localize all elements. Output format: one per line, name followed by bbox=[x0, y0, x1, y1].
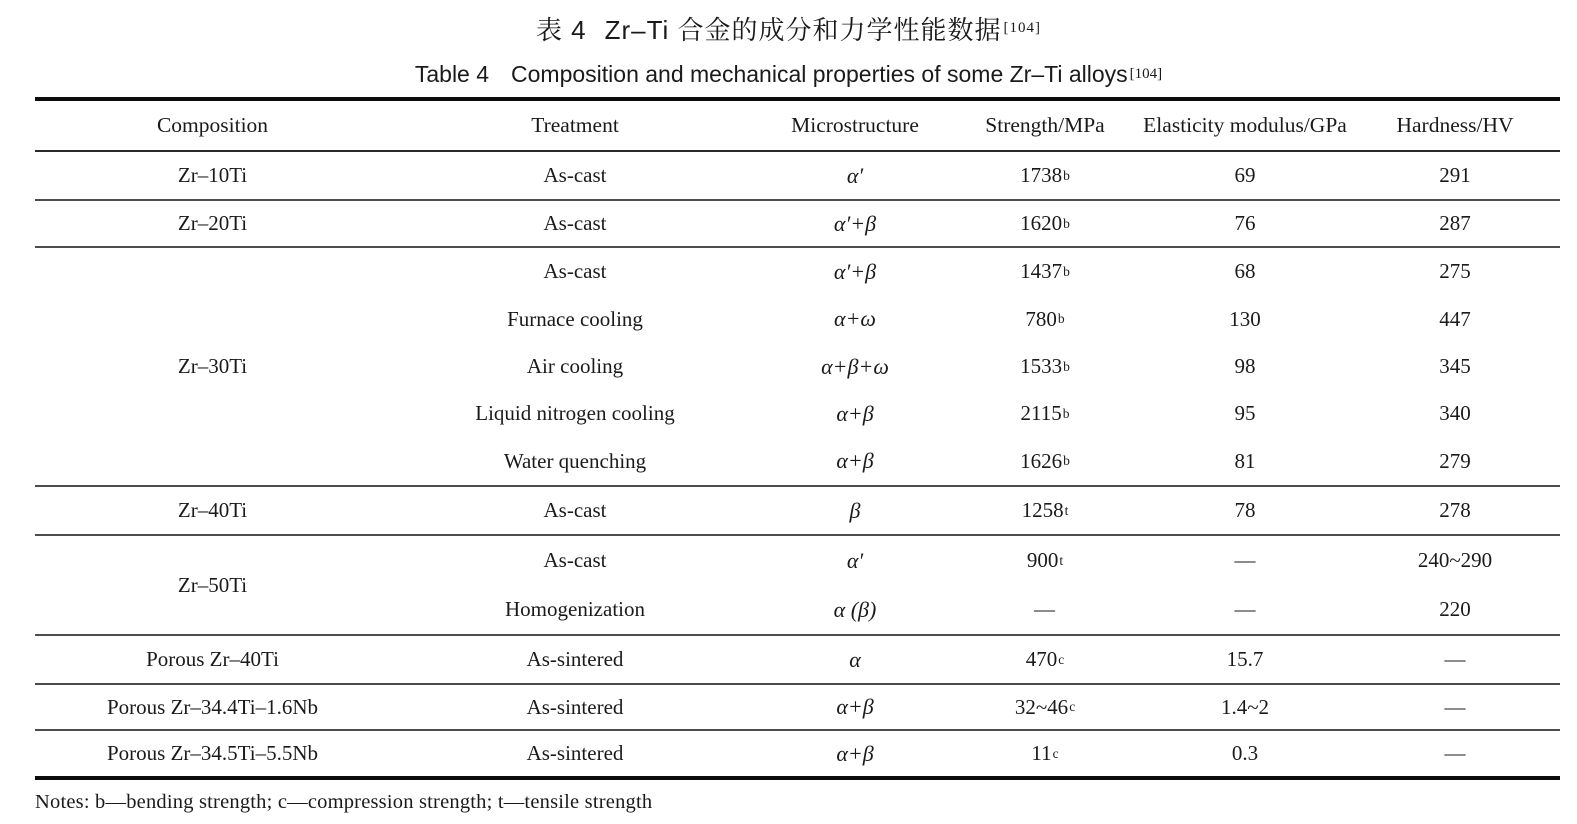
header-treatment: Treatment bbox=[531, 113, 619, 137]
strength-superscript: b bbox=[1063, 167, 1070, 183]
modulus-cell: 68 bbox=[1234, 259, 1256, 284]
hardness-cell: 278 bbox=[1439, 498, 1471, 522]
strength-superscript: b bbox=[1057, 311, 1065, 327]
strength-superscript: c bbox=[1069, 699, 1076, 714]
strength-cell: 1738 b bbox=[1020, 163, 1070, 187]
treatment-cell: As-cast bbox=[543, 548, 607, 572]
hardness-cell: 345 bbox=[1439, 354, 1471, 379]
modulus-cell: 69 bbox=[1234, 163, 1256, 187]
table-row bbox=[390, 201, 1560, 246]
strength-cell: 2115 b bbox=[1020, 401, 1070, 426]
microstructure-cell: α+β+ω bbox=[821, 353, 889, 379]
hardness-cell: — bbox=[1444, 694, 1466, 719]
strength-cell: 32~46 c bbox=[1014, 694, 1076, 719]
modulus-cell: 130 bbox=[1229, 306, 1261, 331]
strength-superscript: b bbox=[1063, 263, 1070, 279]
table-title-en bbox=[0, 52, 1577, 97]
treatment-cell: As-sintered bbox=[526, 647, 624, 671]
hardness-cell: — bbox=[1444, 741, 1466, 765]
microstructure-cell: α′+β bbox=[833, 210, 877, 236]
strength-superscript: c bbox=[1052, 745, 1059, 761]
modulus-cell: 0.3 bbox=[1231, 741, 1259, 765]
table-title-zh bbox=[0, 5, 1577, 52]
modulus-cell: 98 bbox=[1234, 354, 1256, 379]
treatment-cell: As-cast bbox=[543, 211, 607, 235]
microstructure-cell: α′+β bbox=[833, 258, 877, 284]
header-hardness: Hardness/HV bbox=[1396, 113, 1514, 137]
group-zr-30ti bbox=[35, 246, 1560, 485]
modulus-cell: 1.4~2 bbox=[1220, 694, 1270, 719]
table-row bbox=[390, 636, 1560, 683]
table-row bbox=[390, 343, 1560, 390]
strength-superscript: t bbox=[1064, 502, 1069, 518]
citation-ref-en: [104] bbox=[1129, 66, 1163, 82]
composition-cell: Zr–30Ti bbox=[177, 354, 248, 378]
strength-cell: 1533 b bbox=[1020, 354, 1070, 379]
hardness-cell: 447 bbox=[1439, 306, 1471, 331]
modulus-cell: 76 bbox=[1234, 211, 1256, 235]
microstructure-cell: α′ bbox=[846, 547, 864, 573]
group-zr-40ti bbox=[35, 485, 1560, 534]
strength-cell: 1258 t bbox=[1021, 498, 1069, 522]
hardness-cell: 275 bbox=[1439, 259, 1471, 284]
microstructure-cell: α+β bbox=[836, 400, 874, 426]
table-row bbox=[390, 152, 1560, 199]
treatment-cell: Air cooling bbox=[526, 354, 624, 379]
strength-cell: 1626 b bbox=[1020, 448, 1070, 473]
treatment-cell: As-sintered bbox=[526, 741, 624, 765]
treatment-cell: As-cast bbox=[543, 498, 607, 522]
treatment-cell: Furnace cooling bbox=[507, 306, 643, 331]
strength-superscript: b bbox=[1063, 358, 1070, 374]
strength-superscript: c bbox=[1058, 651, 1065, 667]
strength-superscript: b bbox=[1063, 215, 1070, 231]
modulus-cell: 15.7 bbox=[1226, 647, 1264, 671]
hardness-cell: 291 bbox=[1439, 163, 1471, 187]
treatment-cell: Liquid nitrogen cooling bbox=[475, 401, 675, 426]
header-strength: Strength/MPa bbox=[985, 113, 1105, 137]
table-row bbox=[390, 536, 1560, 585]
hardness-cell: — bbox=[1444, 647, 1466, 671]
microstructure-cell: α+β bbox=[836, 694, 874, 719]
table-row bbox=[390, 487, 1560, 534]
microstructure-cell: α+ω bbox=[834, 306, 876, 332]
strength-cell: 780 b bbox=[1025, 306, 1065, 331]
header-elasticity-modulus: Elasticity modulus/GPa bbox=[1143, 113, 1347, 137]
microstructure-cell: α bbox=[849, 646, 861, 672]
table-header-row bbox=[35, 101, 1560, 152]
table-title-en-text: Composition and mechanical properties of some Zr–Ti alloys bbox=[511, 61, 1128, 87]
hardness-cell: 220 bbox=[1439, 597, 1471, 621]
treatment-cell: As-cast bbox=[543, 259, 607, 284]
modulus-cell: — bbox=[1234, 548, 1256, 572]
table-number-zh: 表 4 bbox=[535, 15, 587, 45]
modulus-cell: — bbox=[1234, 597, 1256, 621]
strength-superscript: t bbox=[1059, 552, 1064, 568]
strength-cell: — bbox=[1034, 597, 1055, 621]
modulus-cell: 81 bbox=[1234, 448, 1256, 473]
hardness-cell: 287 bbox=[1439, 211, 1471, 235]
table-row bbox=[390, 438, 1560, 485]
composition-cell: Porous Zr–40Ti bbox=[146, 647, 279, 671]
table-caption bbox=[0, 0, 1577, 97]
group-zr-50ti bbox=[35, 534, 1560, 634]
group-zr-20ti bbox=[35, 199, 1560, 246]
table-title-zh-text: Zr–Ti 合金的成分和力学性能数据 bbox=[604, 15, 1002, 45]
strength-cell: 470 c bbox=[1025, 647, 1065, 671]
alloy-properties-table bbox=[35, 97, 1560, 780]
hardness-cell: 240~290 bbox=[1417, 548, 1493, 572]
composition-cell: Zr–50Ti bbox=[177, 572, 248, 597]
composition-cell: Zr–20Ti bbox=[177, 211, 248, 235]
strength-cell: 1620 b bbox=[1020, 211, 1070, 235]
microstructure-cell: β bbox=[849, 497, 861, 523]
group-porous-zr-34-4ti-1-6nb bbox=[35, 683, 1560, 729]
table-row bbox=[390, 585, 1560, 634]
microstructure-cell: α′ bbox=[846, 162, 864, 188]
table-row bbox=[390, 731, 1560, 776]
table-footnotes: Notes: b—bending strength; c—compression strength; t—tensile strength bbox=[35, 791, 653, 813]
table-number-en: Table 4 bbox=[414, 61, 490, 87]
group-porous-zr-34-5ti-5-5nb bbox=[35, 729, 1560, 776]
microstructure-cell: α+β bbox=[836, 740, 874, 766]
table-row bbox=[390, 390, 1560, 437]
strength-cell: 1437 b bbox=[1020, 259, 1070, 284]
strength-cell: 900 t bbox=[1026, 548, 1064, 572]
modulus-cell: 95 bbox=[1234, 401, 1256, 426]
treatment-cell: As-cast bbox=[543, 163, 607, 187]
treatment-cell: Homogenization bbox=[505, 597, 645, 621]
table-row bbox=[390, 248, 1560, 295]
microstructure-cell: α+β bbox=[836, 448, 874, 474]
microstructure-cell: α (β) bbox=[833, 596, 877, 622]
group-zr-10ti bbox=[35, 152, 1560, 199]
modulus-cell: 78 bbox=[1234, 498, 1256, 522]
citation-ref-zh: [104] bbox=[1003, 20, 1042, 36]
composition-cell: Porous Zr–34.5Ti–5.5Nb bbox=[106, 741, 318, 765]
header-microstructure: Microstructure bbox=[791, 113, 919, 137]
hardness-cell: 340 bbox=[1439, 401, 1471, 426]
header-composition: Composition bbox=[156, 113, 269, 137]
strength-superscript: b bbox=[1063, 453, 1070, 469]
table-row bbox=[390, 295, 1560, 342]
composition-cell: Porous Zr–34.4Ti–1.6Nb bbox=[106, 694, 318, 719]
strength-superscript: b bbox=[1062, 405, 1070, 421]
group-porous-zr-40ti bbox=[35, 634, 1560, 683]
treatment-cell: As-sintered bbox=[526, 694, 624, 719]
hardness-cell: 279 bbox=[1439, 448, 1471, 473]
treatment-cell: Water quenching bbox=[503, 448, 647, 473]
composition-cell: Zr–40Ti bbox=[177, 498, 248, 522]
composition-cell: Zr–10Ti bbox=[177, 163, 248, 187]
strength-cell: 11 c bbox=[1031, 741, 1059, 765]
table-row bbox=[390, 685, 1560, 729]
